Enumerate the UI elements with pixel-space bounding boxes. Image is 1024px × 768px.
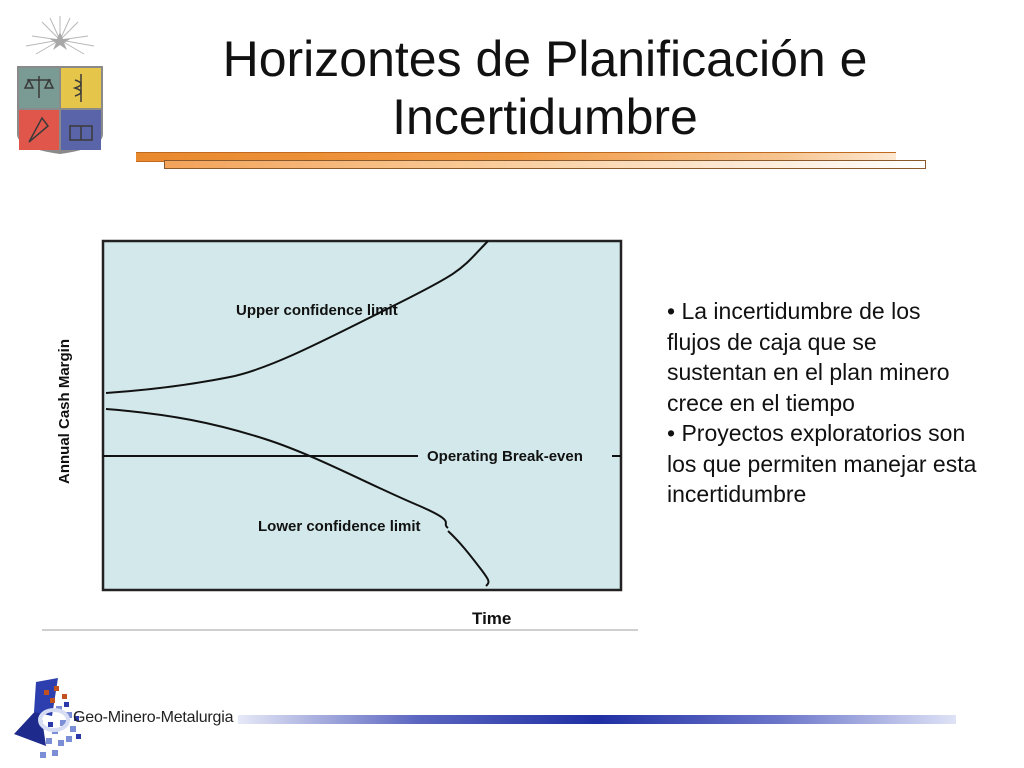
footer-brand-text: Geo-Minero-Metalurgia [73,709,234,726]
bullet-item: • Proyectos exploratorios son los que permiten manejar esta incertidumbre [667,420,977,507]
breakeven-label: Operating Break-even [427,448,583,465]
lower-confidence-label: Lower confidence limit [258,518,421,535]
title-underline-bar-shadow [164,160,926,169]
title-line-1: Horizontes de Planificación e [222,31,868,87]
bullet-item: • La incertidumbre de los flujos de caja que se sustentan en el plan minero crece en el tiempo [667,298,950,416]
y-axis-label: Annual Cash Margin [56,338,73,484]
uncertainty-diagram [40,230,640,640]
university-crest-logo [12,14,108,156]
slide-title [150,30,940,146]
bullet-list [667,296,977,510]
plot-area [103,241,621,590]
x-axis-label: Time [472,609,512,628]
title-line-2: Incertidumbre [392,89,698,145]
upper-confidence-label: Upper confidence limit [236,302,398,319]
footer-gradient-bar [238,715,956,724]
